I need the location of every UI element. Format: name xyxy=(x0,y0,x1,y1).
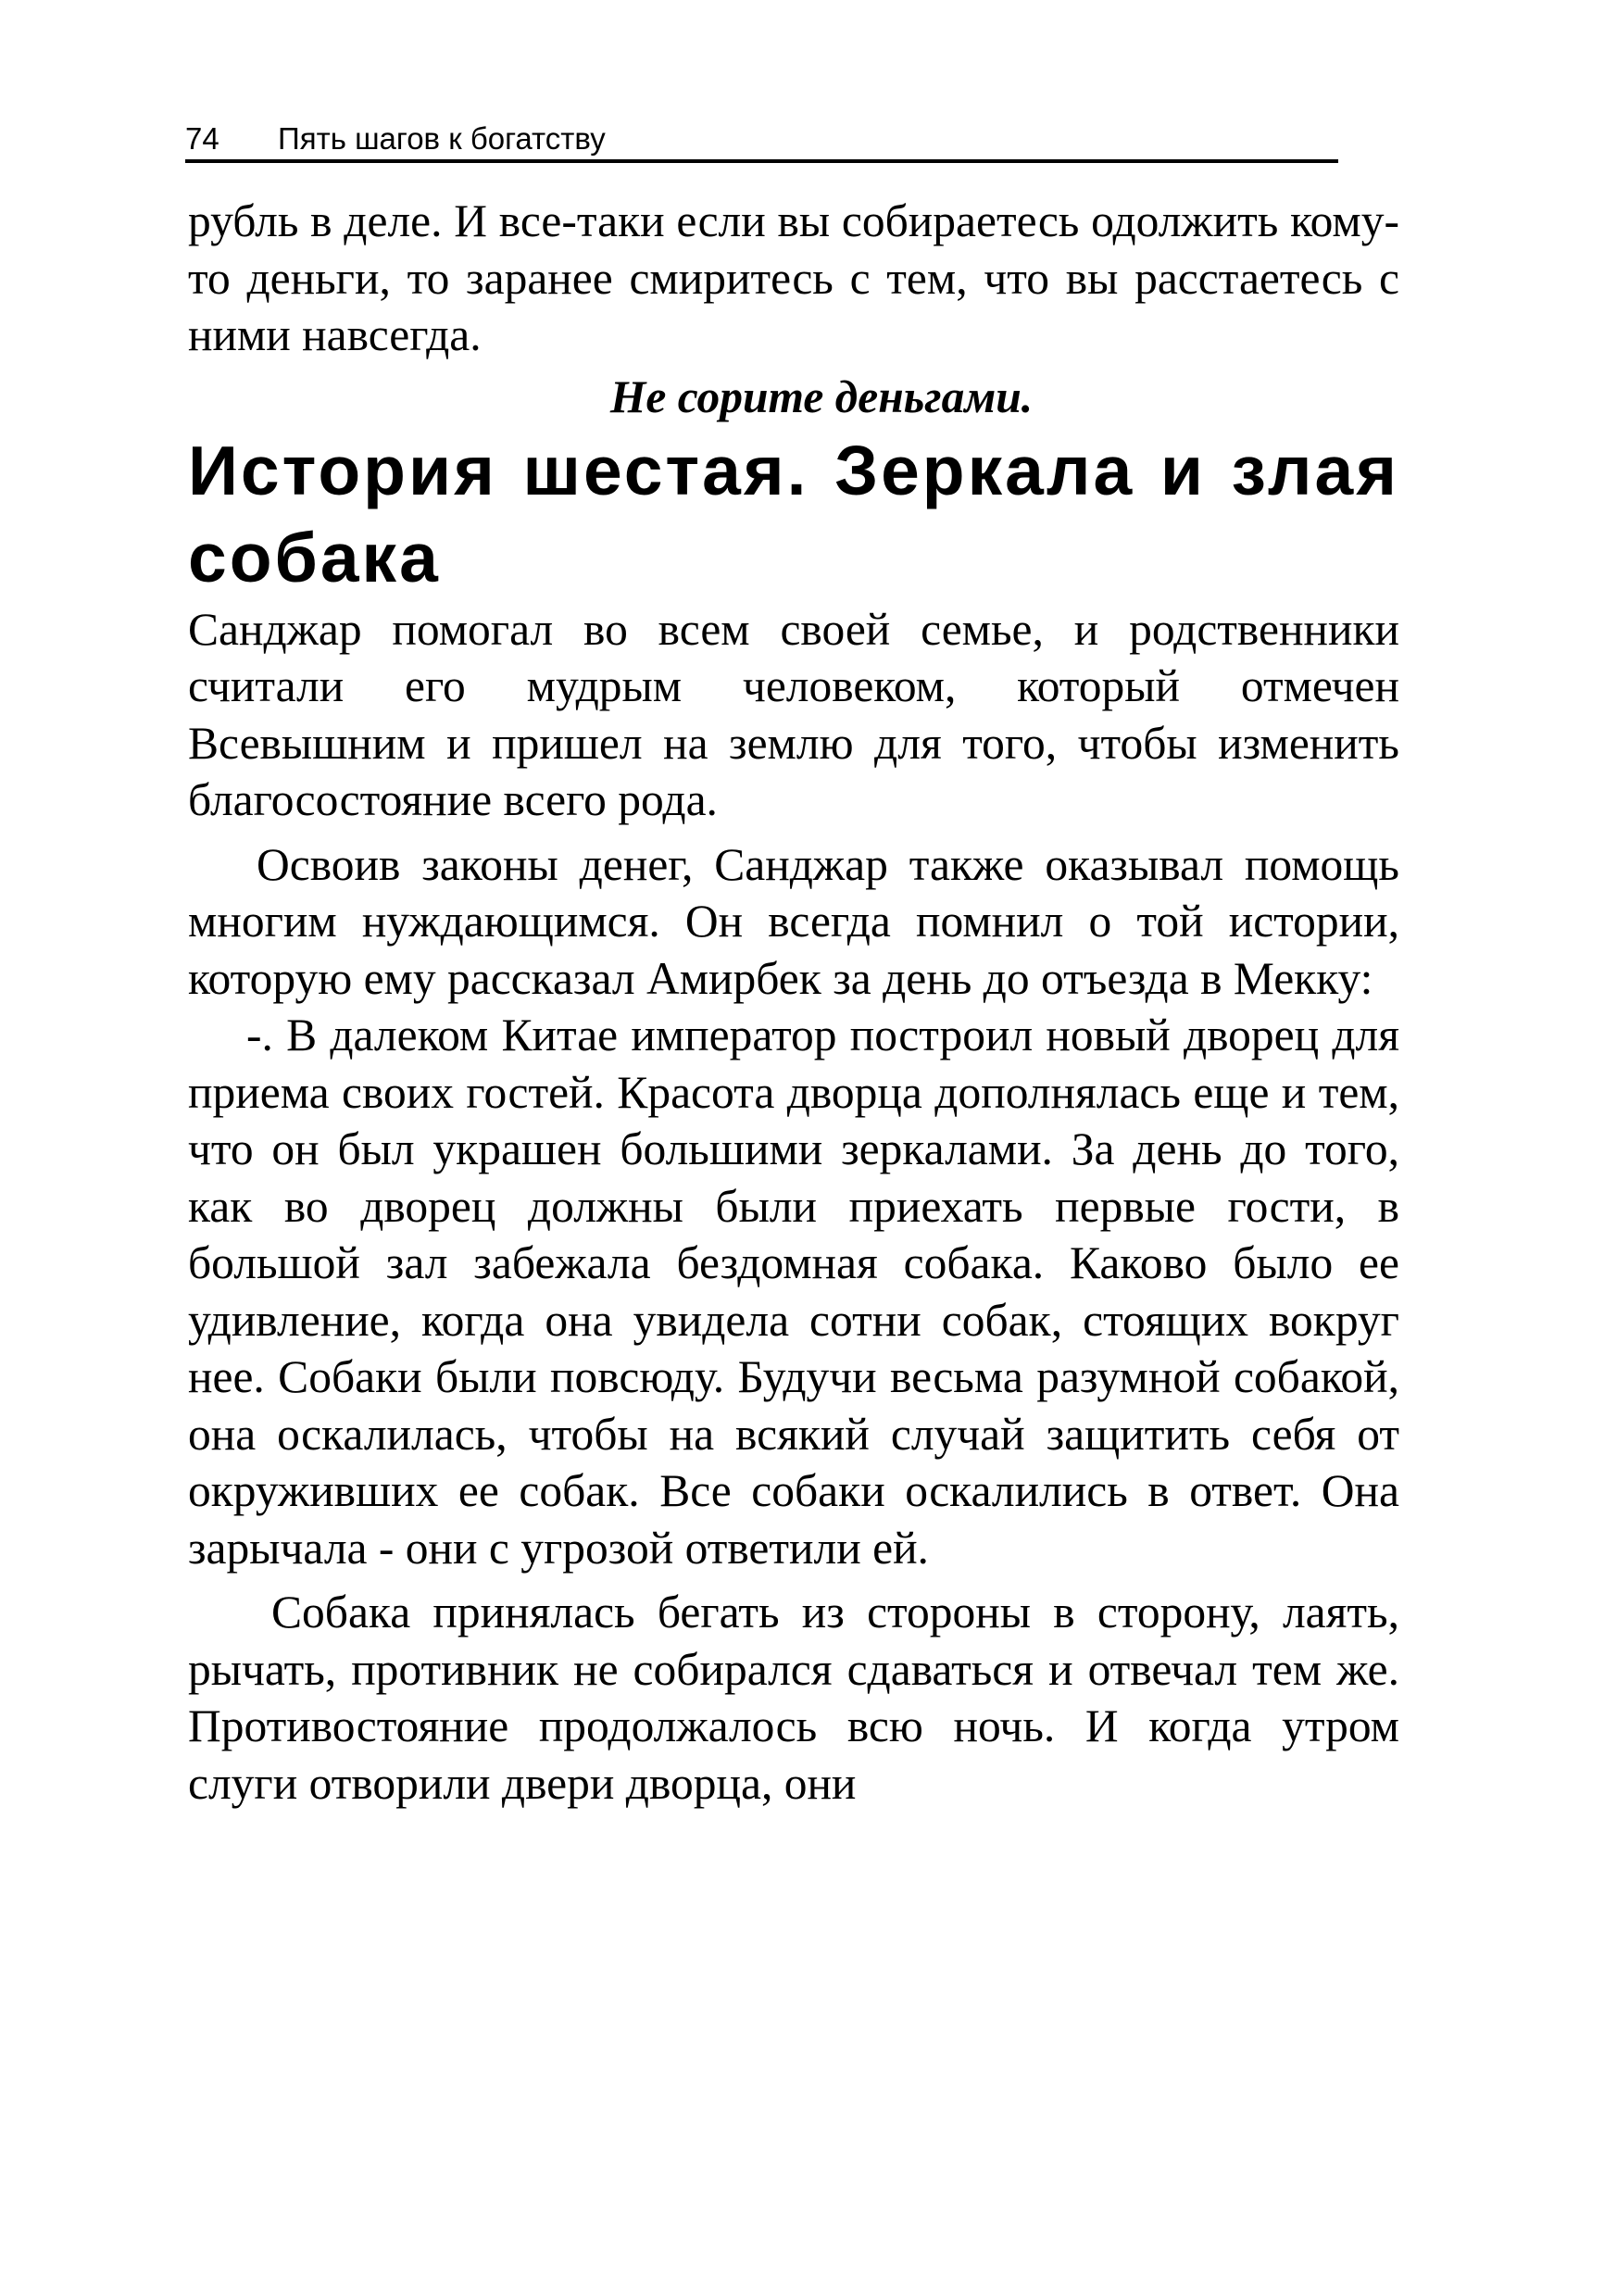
book-title: Пять шагов к богатству xyxy=(278,121,606,156)
paragraph: Собака принялась бегать из стороны в сторону, лаять, рычать, противник не собирался сдаваться и отвечал тем же. Противостояние продолжалось всю ночь. И когда утром слуги отворили двери дворца, они xyxy=(188,1587,1399,1809)
paragraph: Санджар помогал во всем своей семье, и родственники считали его мудрым человеком, который отмечен Всевышним и пришел на землю для того, чтобы изменить благосостояние всего рода. xyxy=(188,603,1399,825)
page-number: 74 xyxy=(185,121,219,156)
chapter-title: История шестая. Зеркала и злая собака xyxy=(188,431,1399,596)
paragraph-continued: рубль в деле. И все-таки если вы собираетесь одолжить кому-то деньги, то заранее смиритесь с тем, что вы расстаетесь с ними навсегда. xyxy=(188,195,1399,360)
running-header xyxy=(185,119,1338,163)
page-body xyxy=(188,193,1399,1812)
motto: Не сорите деньгами. xyxy=(609,370,1034,422)
paragraph: Освоив законы денег, Санджар также оказывал помощь многим нуждающимся. Он всегда помнил о той истории, которую ему рассказал Амирбек за день до отъезда в Мекку: xyxy=(188,838,1399,1004)
paragraph: -. В далеком Китае император построил новый дворец для приема своих гостей. Красота дворца дополнялась еще и тем, что он был украшен большими зеркалами. За день до того, как во дворец должны были приехать первые гости, в большой зал забежала бездомная собака. Каково было ее удивление, когда она увидела сотни собак, стоящих вокруг нее. Собаки были повсюду. Будучи весьма разумной собакой, она оскалилась, чтобы на всякий случай защитить себя от окруживших ее собак. Все собаки оскалились в ответ. Она зарычала - они с угрозой ответили ей. xyxy=(188,1010,1399,1574)
